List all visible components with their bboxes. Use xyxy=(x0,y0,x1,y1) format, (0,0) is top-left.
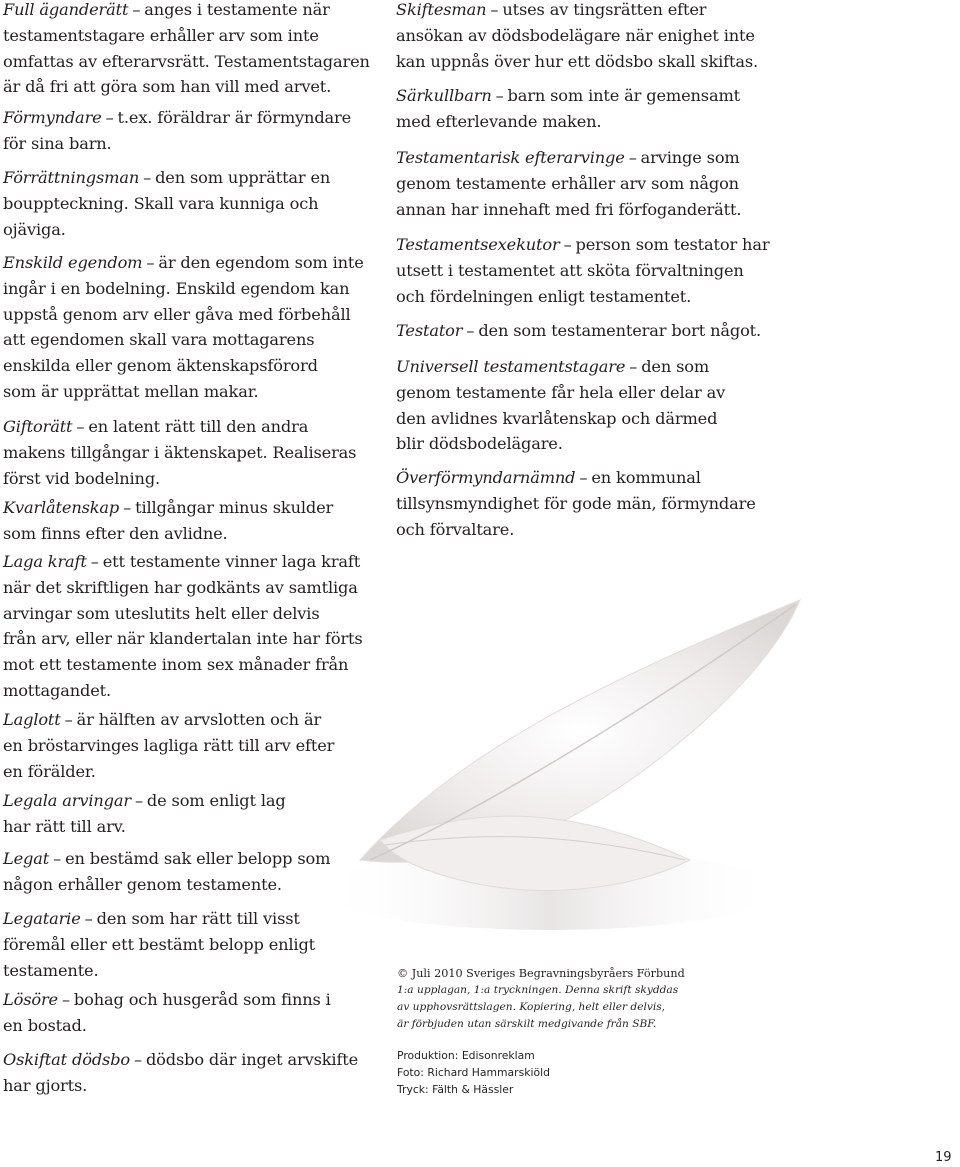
definition-text: testamentstagare erhåller arv som inte xyxy=(3,25,319,45)
glossary-entry xyxy=(3,165,378,242)
definition-text: först vid bodelning. xyxy=(3,468,161,488)
term-dash: – xyxy=(579,468,588,487)
feather-image xyxy=(300,560,820,980)
entry-line xyxy=(396,232,796,258)
definition-text: den som har rätt till visst xyxy=(96,909,300,928)
entry-line xyxy=(3,217,378,243)
glossary-term: Testator xyxy=(396,321,463,340)
definition-text: ingår i en bodelning. Enskild egendom kan xyxy=(3,278,350,298)
definition-text: en bröstarvinges lagliga rätt till arv efter xyxy=(3,735,335,755)
definition-text: ansökan av dödsbodelägare när enighet inte xyxy=(396,25,755,45)
glossary-term: Full äganderätt xyxy=(3,0,129,19)
definition-text: arvingar som uteslutits helt eller delvis xyxy=(3,603,320,623)
glossary-entry xyxy=(3,1047,378,1099)
definition-text: enskilda eller genom äktenskapsförord xyxy=(3,356,318,376)
entry-line xyxy=(396,109,796,135)
entry-line xyxy=(3,49,378,75)
term-dash: – xyxy=(143,168,152,187)
definition-text: genom testamente erhåller arv som någon xyxy=(396,173,739,193)
definition-text: den som testamenterar bort något. xyxy=(478,321,762,340)
term-dash: – xyxy=(61,990,70,1009)
term-dash: – xyxy=(64,710,73,729)
definition-text: utsett i testamentet att sköta förvaltningen xyxy=(396,260,744,280)
entry-line xyxy=(396,380,796,406)
copyright-line: © Juli 2010 Sveriges Begravningsbyråers Förbund xyxy=(397,967,685,980)
entry-line xyxy=(396,517,796,543)
production-line: Produktion: Edisonreklam xyxy=(397,1049,535,1062)
term-dash: – xyxy=(629,357,638,376)
entry-line xyxy=(396,258,796,284)
entry-line xyxy=(3,414,378,440)
glossary-term: Legatarie xyxy=(3,909,81,928)
definition-text: makens tillgångar i äktenskapet. Realiseras xyxy=(3,442,357,462)
rights-line-1: 1:a upplagan, 1:a tryckningen. Denna skrift skyddas xyxy=(397,984,679,996)
definition-text: arvinge som xyxy=(640,148,740,167)
definition-text: att egendomen skall vara mottagarens xyxy=(3,330,315,350)
definition-text: t.ex. föräldrar är förmyndare xyxy=(117,108,352,127)
entry-line xyxy=(3,466,378,492)
entry-line xyxy=(3,379,378,405)
definition-text: föremål eller ett bestämt belopp enligt xyxy=(3,934,316,954)
entry-line xyxy=(3,250,378,276)
entry-line xyxy=(396,83,796,109)
term-dash: – xyxy=(105,108,114,127)
entry-line xyxy=(3,302,378,328)
glossary-entry xyxy=(396,83,796,135)
term-dash: – xyxy=(53,849,62,868)
definition-text: någon erhåller genom testamente. xyxy=(3,874,282,894)
definition-text: utses av tingsrätten efter xyxy=(502,0,707,19)
glossary-term: Laga kraft xyxy=(3,552,87,571)
entry-line xyxy=(3,521,378,547)
entry-line xyxy=(396,406,796,432)
definition-text: testamente. xyxy=(3,960,99,980)
definition-text: mot ett testamente inom sex månader från xyxy=(3,655,349,675)
entry-line xyxy=(396,23,796,49)
definition-text: som är upprättat mellan makar. xyxy=(3,381,259,401)
definition-text: den som upprättar en xyxy=(155,168,331,187)
definition-text: omfattas av efterarvsrätt. Testamentstagaren xyxy=(3,51,370,71)
term-dash: – xyxy=(134,1050,142,1069)
term-dash: – xyxy=(563,235,572,254)
definition-text: mottagandet. xyxy=(3,680,111,700)
term-dash: – xyxy=(84,909,93,928)
page-number: 19 xyxy=(935,1150,952,1165)
entry-line xyxy=(396,465,796,491)
entry-line xyxy=(396,284,796,310)
definition-text: med efterlevande maken. xyxy=(396,111,602,131)
entry-line xyxy=(396,171,796,197)
entry-line xyxy=(3,987,378,1013)
glossary-term: Särkullbarn xyxy=(396,86,492,105)
entry-line xyxy=(396,0,796,23)
definition-text: en förälder. xyxy=(3,761,96,781)
definition-text: är den egendom som inte xyxy=(158,253,364,272)
definition-text: bouppteckning. Skall vara kunniga och xyxy=(3,193,319,213)
entry-line xyxy=(3,1013,378,1039)
glossary-term: Oskiftat dödsbo xyxy=(3,1050,130,1069)
entry-line xyxy=(3,74,378,100)
definition-text: är då fri att göra som han vill med arvet. xyxy=(3,77,332,97)
entry-line xyxy=(3,1073,378,1099)
glossary-term: Överförmyndarnämnd xyxy=(396,468,576,487)
copyright-block xyxy=(397,965,717,1033)
entry-line xyxy=(3,1047,378,1073)
entry-line xyxy=(3,495,378,521)
definition-text: är hälften av arvslotten och är xyxy=(76,710,322,729)
definition-text: blir dödsbodelägare. xyxy=(396,434,563,454)
glossary-entry xyxy=(396,145,796,222)
term-dash: – xyxy=(146,253,155,272)
definition-text: har rätt till arv. xyxy=(3,816,126,836)
entry-line xyxy=(396,491,796,517)
glossary-entry xyxy=(396,0,796,74)
term-dash: – xyxy=(628,148,637,167)
glossary-entry xyxy=(3,105,378,157)
glossary-term: Skiftesman xyxy=(396,0,487,19)
glossary-term: Giftorätt xyxy=(3,417,73,436)
definition-text: har gjorts. xyxy=(3,1075,88,1095)
entry-line xyxy=(396,318,796,344)
definition-text: en kommunal xyxy=(591,468,701,487)
entry-line xyxy=(396,431,796,457)
entry-line xyxy=(396,354,796,380)
term-dash: – xyxy=(134,791,143,810)
definition-text: en bestämd sak eller belopp som xyxy=(65,849,331,868)
glossary-term: Testamentsexekutor xyxy=(396,235,560,254)
entry-line xyxy=(396,197,796,223)
entry-line xyxy=(3,165,378,191)
production-credits xyxy=(397,1047,717,1098)
term-dash: – xyxy=(466,321,475,340)
entry-line xyxy=(3,23,378,49)
rights-line-3: är förbjuden utan särskilt medgivande från SBF. xyxy=(397,1018,657,1030)
definition-text: de som enligt lag xyxy=(146,791,286,810)
glossary-term: Kvarlåtenskap xyxy=(3,498,120,517)
entry-line xyxy=(3,353,378,379)
definition-text: från arv, eller när klandertalan inte har förts xyxy=(3,629,363,649)
definition-text: genom testamente får hela eller delar av xyxy=(396,382,726,402)
definition-text: annan har innehaft med fri förfoganderätt. xyxy=(396,199,742,219)
glossary-entry xyxy=(396,318,796,344)
definition-text: ojäviga. xyxy=(3,219,66,239)
definition-text: barn som inte är gemensamt xyxy=(507,86,740,105)
definition-text: för sina barn. xyxy=(3,133,112,153)
glossary-term: Legala arvingar xyxy=(3,791,131,810)
term-dash: – xyxy=(76,417,85,436)
definition-text: en latent rätt till den andra xyxy=(88,417,309,436)
entry-line xyxy=(3,105,378,131)
definition-text: tillsynsmyndighet för gode män, förmyndare xyxy=(396,493,756,513)
definition-text: som finns efter den avlidne. xyxy=(3,523,228,543)
entry-line xyxy=(3,276,378,302)
glossary-entry xyxy=(396,465,796,542)
definition-text: och förvaltare. xyxy=(396,519,515,539)
glossary-term: Laglott xyxy=(3,710,61,729)
glossary-term: Förmyndare xyxy=(3,108,102,127)
entry-line xyxy=(3,0,378,23)
term-dash: – xyxy=(90,552,99,571)
rights-line-2: av upphovsrättslagen. Kopiering, helt eller delvis, xyxy=(397,1001,666,1013)
definition-text: person som testator har xyxy=(575,235,770,254)
definition-text: dödsbo där inget arvskifte xyxy=(145,1050,359,1069)
term-dash: – xyxy=(495,86,504,105)
glossary-term: Universell testamentstagare xyxy=(396,357,626,376)
glossary-entry xyxy=(3,0,378,100)
definition-text: när det skriftligen har godkänts av samtliga xyxy=(3,577,358,597)
definition-text: den som xyxy=(641,357,710,376)
entry-line xyxy=(3,131,378,157)
term-dash: – xyxy=(490,0,499,19)
photo-credit-line: Foto: Richard Hammarskiöld xyxy=(397,1066,550,1079)
glossary-term: Lösöre xyxy=(3,990,58,1009)
term-dash: – xyxy=(123,498,132,517)
glossary-entry xyxy=(3,414,378,491)
entry-line xyxy=(3,191,378,217)
entry-line xyxy=(3,327,378,353)
glossary-term: Enskild egendom xyxy=(3,253,143,272)
glossary-entry xyxy=(3,250,378,405)
entry-line xyxy=(3,440,378,466)
term-dash: – xyxy=(132,0,141,19)
definition-text: tillgångar minus skulder xyxy=(135,498,334,517)
definition-text: ett testamente vinner laga kraft xyxy=(102,552,361,571)
entry-line xyxy=(396,145,796,171)
glossary-entry xyxy=(3,987,378,1039)
definition-text: uppstå genom arv eller gåva med förbehåll xyxy=(3,304,351,324)
definition-text: en bostad. xyxy=(3,1015,87,1035)
glossary-term: Legat xyxy=(3,849,50,868)
glossary-entry xyxy=(396,232,796,309)
glossary-term: Förrättningsman xyxy=(3,168,140,187)
glossary-term: Testamentarisk efterarvinge xyxy=(396,148,625,167)
definition-text: den avlidnes kvarlåtenskap och därmed xyxy=(396,408,718,428)
entry-line xyxy=(396,49,796,75)
definition-text: anges i testamente när xyxy=(144,0,330,19)
print-credit-line: Tryck: Fälth & Hässler xyxy=(397,1083,514,1096)
definition-text: och fördelningen enligt testamentet. xyxy=(396,286,692,306)
definition-text: kan uppnås över hur ett dödsbo skall skiftas. xyxy=(396,51,758,71)
glossary-entry xyxy=(396,354,796,457)
glossary-entry xyxy=(3,495,378,547)
definition-text: bohag och husgeråd som finns i xyxy=(73,990,331,1009)
